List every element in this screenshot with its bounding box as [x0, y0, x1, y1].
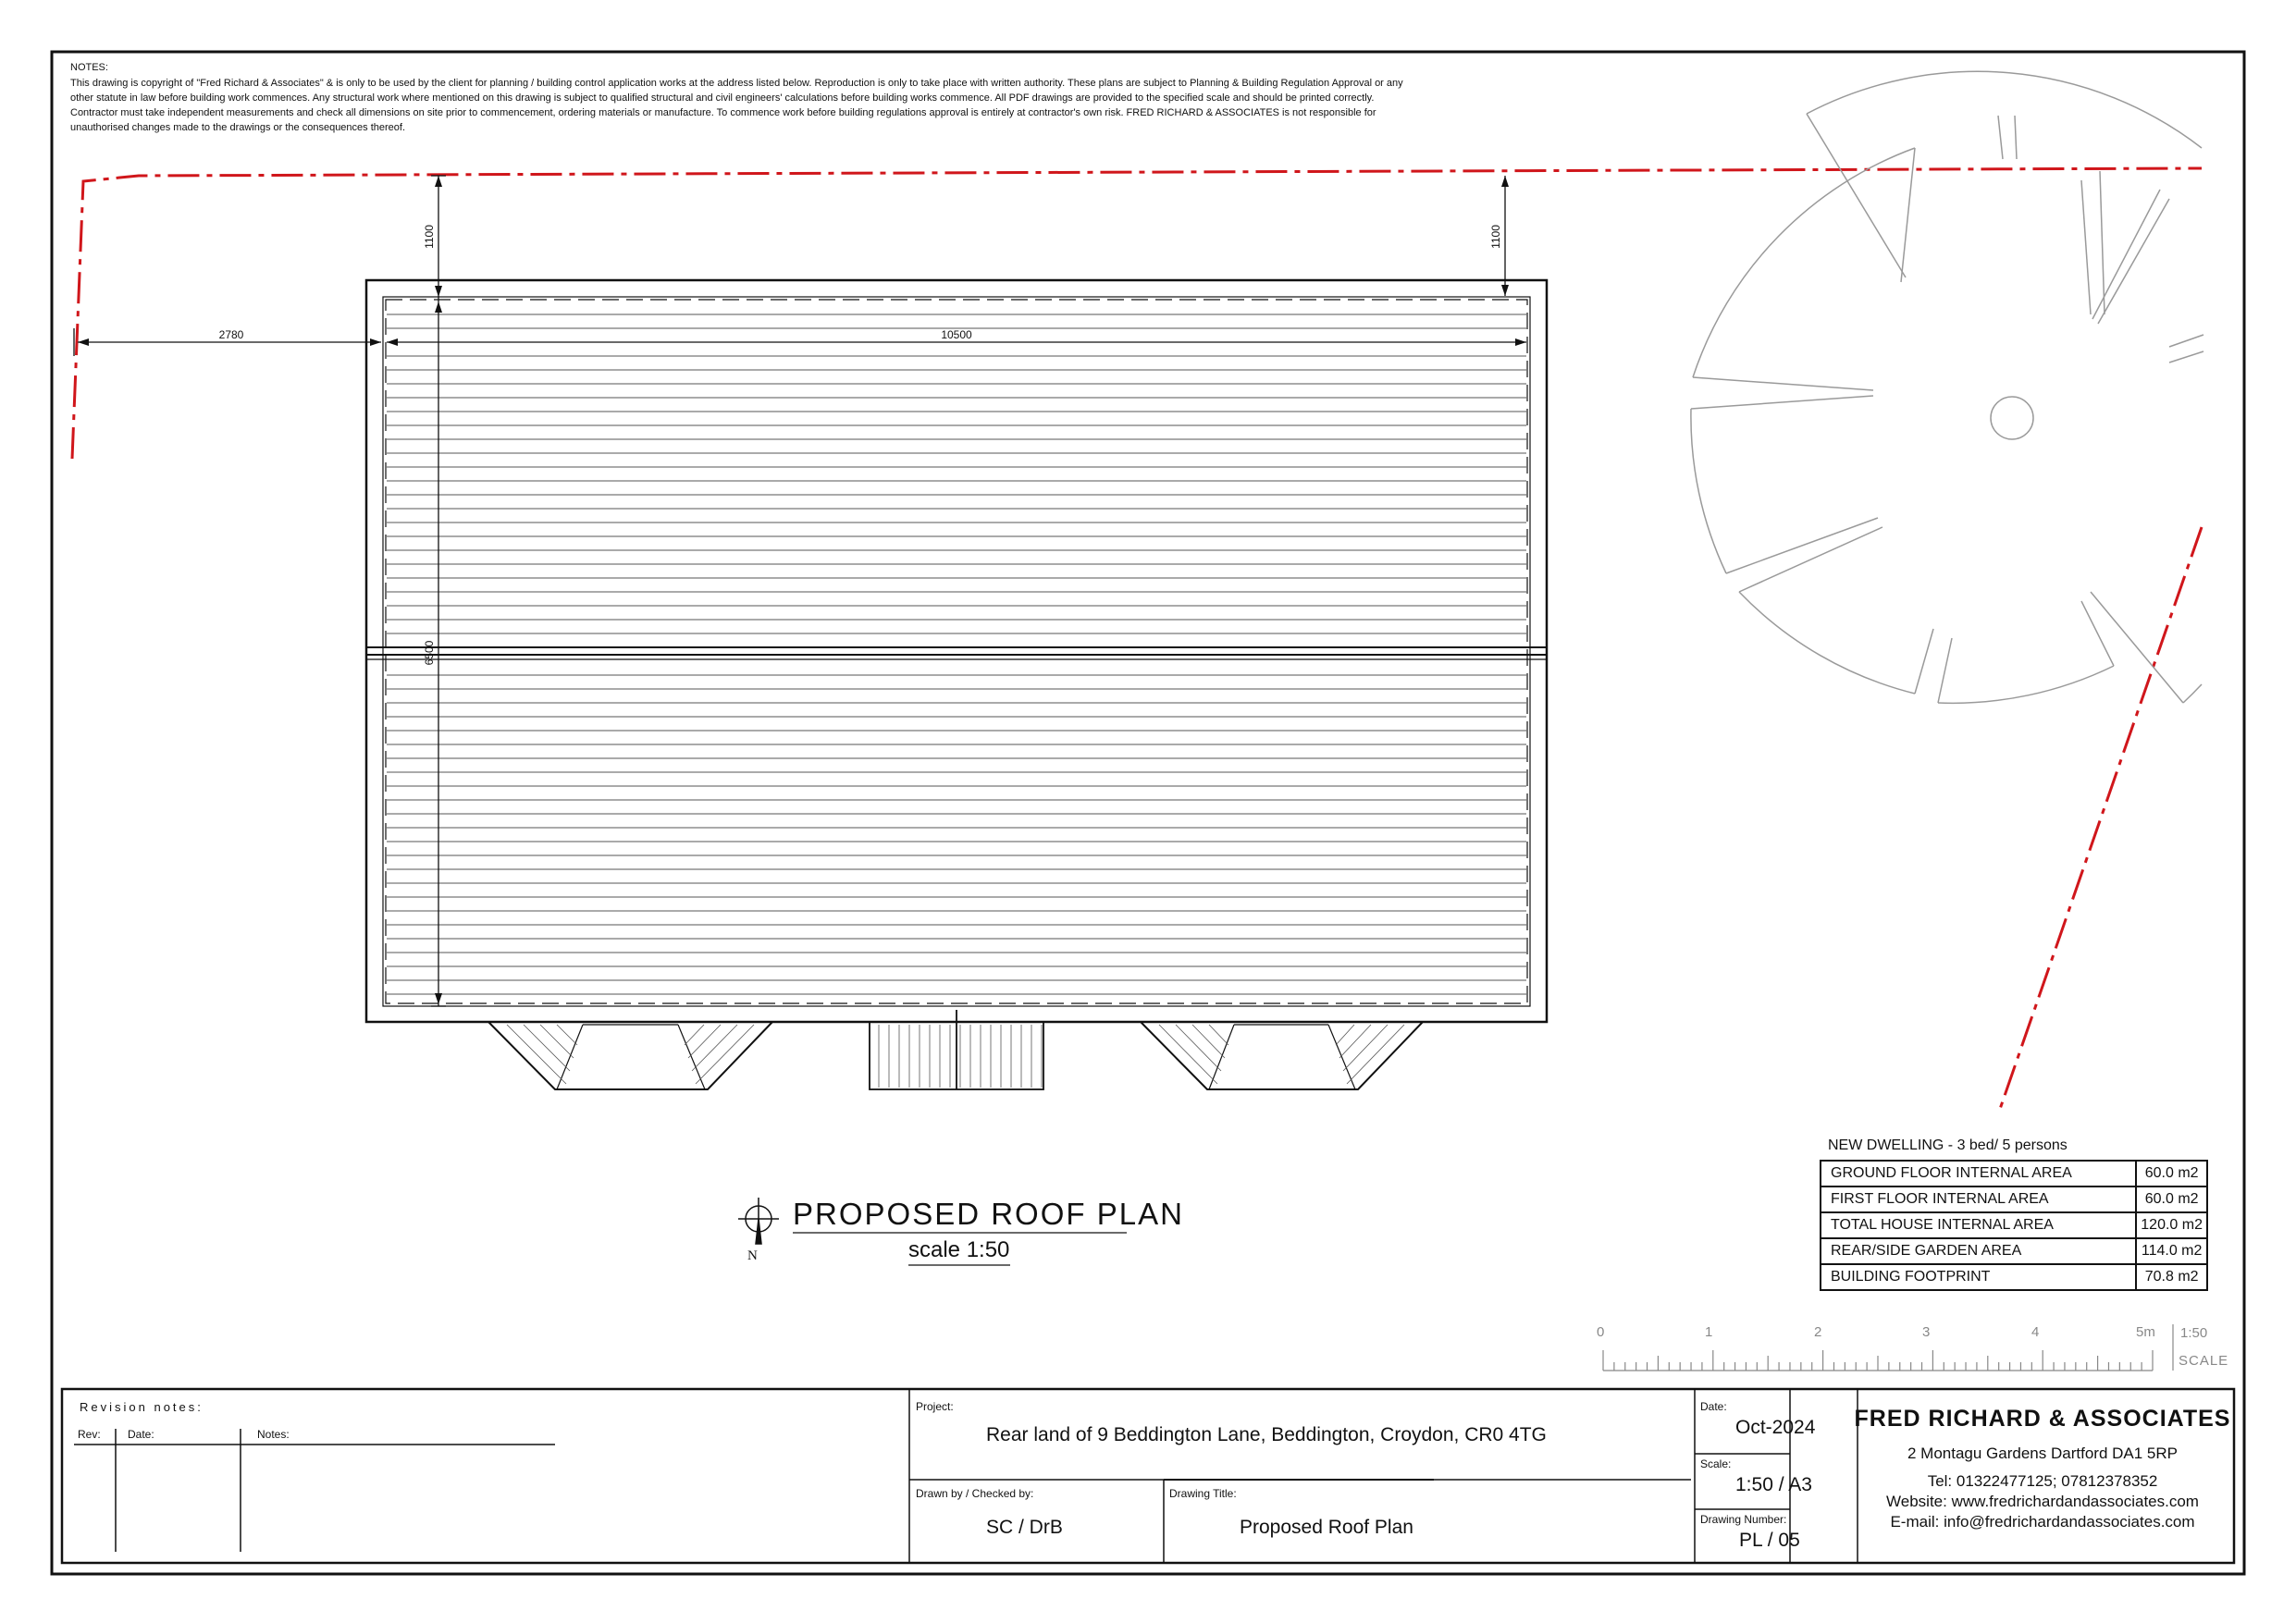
revision-notes-label: Notes: — [257, 1428, 290, 1441]
tree-canopy — [1691, 71, 2203, 703]
project-label: Project: — [916, 1400, 954, 1413]
fascia-line — [383, 297, 1530, 1006]
revision-title: Revision notes: — [80, 1400, 204, 1414]
north-label: N — [747, 1248, 758, 1263]
plan-scale: scale 1:50 — [908, 1237, 1010, 1262]
drawn-by-label: Drawn by / Checked by: — [916, 1487, 1034, 1500]
dim-width: 10500 — [941, 328, 972, 341]
drawing-number-value: PL / 05 — [1739, 1530, 1800, 1551]
area-schedule-table — [1820, 1160, 2208, 1291]
project-address: Rear land of 9 Beddington Lane, Beddington, Croydon, CR0 4TG — [986, 1424, 1547, 1445]
area-schedule-title: NEW DWELLING - 3 bed/ 5 persons — [1828, 1137, 2068, 1153]
date-label: Date: — [1700, 1400, 1727, 1413]
dim-setback-right: 1100 — [1489, 225, 1502, 249]
wall-line — [386, 300, 1527, 1003]
firm-address: 2 Montagu Gardens Dartford DA1 5RP — [1907, 1445, 2178, 1462]
bay-roof-right — [1141, 1022, 1423, 1089]
area-label: TOTAL HOUSE INTERNAL AREA — [1821, 1212, 2136, 1238]
north-arrow — [738, 1198, 779, 1263]
firm-website: Website: www.fredrichardandassociates.com — [1886, 1493, 2199, 1510]
plan-title: PROPOSED ROOF PLAN — [793, 1197, 1184, 1231]
area-label: BUILDING FOOTPRINT — [1821, 1264, 2136, 1290]
area-row — [1821, 1161, 2207, 1187]
area-value: 60.0 m2 — [2136, 1161, 2207, 1187]
firm-tel: Tel: 01322477125; 07812378352 — [1927, 1472, 2158, 1490]
dim-side-gap: 2780 — [218, 328, 244, 341]
notes-text: This drawing is copyright of "Fred Richard & Associates" & is only to be used by the client for planning / building control application works at the address listed below. Reproduction is only to take place with written authority. These plans are subject to Planning & Building Regulation Approval or any other statute in law before building work commences. Any structural work where mentioned on this drawing is subject to qualified structural and civil engineers' calculations before building works commence. All PDF drawings are provided to the specified scale and should be printed correctly. Contractor must take independent measurements and check all dimensions on site prior to commencement, ordering materials or manufacture. To commence work before building regulations approval is entirely at contractor's own risk. FRED RICHARD & ASSOCIATES is not responsible for unauthorised changes made to the drawings or the consequences thereof. — [70, 78, 1403, 133]
notes-heading: NOTES: — [70, 62, 108, 73]
bay-roof-left — [488, 1022, 772, 1089]
firm-email: E-mail: info@fredrichardandassociates.com — [1890, 1513, 2195, 1531]
revision-date-label: Date: — [128, 1428, 154, 1441]
area-row — [1821, 1264, 2207, 1290]
drawn-by-value: SC / DrB — [986, 1517, 1063, 1538]
date-value: Oct-2024 — [1735, 1417, 1816, 1438]
porch-canopy — [870, 1010, 1043, 1089]
drawing-title-value: Proposed Roof Plan — [1240, 1517, 1413, 1538]
area-row — [1821, 1212, 2207, 1238]
dim-setback-left: 1100 — [423, 225, 436, 249]
scale-tick-label: 3 — [1922, 1324, 1931, 1340]
area-row — [1821, 1238, 2207, 1264]
scale-word: SCALE — [2179, 1353, 2229, 1369]
site-boundary — [72, 168, 2202, 1114]
area-value: 120.0 m2 — [2136, 1212, 2207, 1238]
dim-depth: 6500 — [423, 640, 436, 666]
area-value: 70.8 m2 — [2136, 1264, 2207, 1290]
scale-label: Scale: — [1700, 1457, 1732, 1470]
area-value: 114.0 m2 — [2136, 1238, 2207, 1264]
scale-tick-label: 0 — [1597, 1324, 1605, 1340]
drawing-title-label: Drawing Title: — [1169, 1487, 1237, 1500]
area-label: FIRST FLOOR INTERNAL AREA — [1821, 1187, 2136, 1212]
dimension-lines — [74, 176, 1526, 1006]
area-row — [1821, 1187, 2207, 1212]
dimension-labels — [219, 225, 1502, 666]
firm-name: FRED RICHARD & ASSOCIATES — [1854, 1406, 2231, 1432]
scale-tick-label: 2 — [1814, 1324, 1822, 1340]
revision-rev-label: Rev: — [78, 1428, 101, 1441]
area-label: REAR/SIDE GARDEN AREA — [1821, 1238, 2136, 1264]
scale-tick-label: 5m — [2136, 1324, 2155, 1340]
drawing-number-label: Drawing Number: — [1700, 1513, 1787, 1526]
scale-tick-label: 1 — [1705, 1324, 1713, 1340]
area-label: GROUND FLOOR INTERNAL AREA — [1821, 1161, 2136, 1187]
scale-value: 1:50 / A3 — [1735, 1474, 1812, 1495]
scale-tick-label: 4 — [2031, 1324, 2040, 1340]
roof-plan — [366, 280, 1547, 1022]
scale-bar — [1603, 1324, 2173, 1371]
firm-details — [1852, 1406, 2233, 1532]
scale-ratio: 1:50 — [2180, 1325, 2208, 1341]
area-value: 60.0 m2 — [2136, 1187, 2207, 1212]
